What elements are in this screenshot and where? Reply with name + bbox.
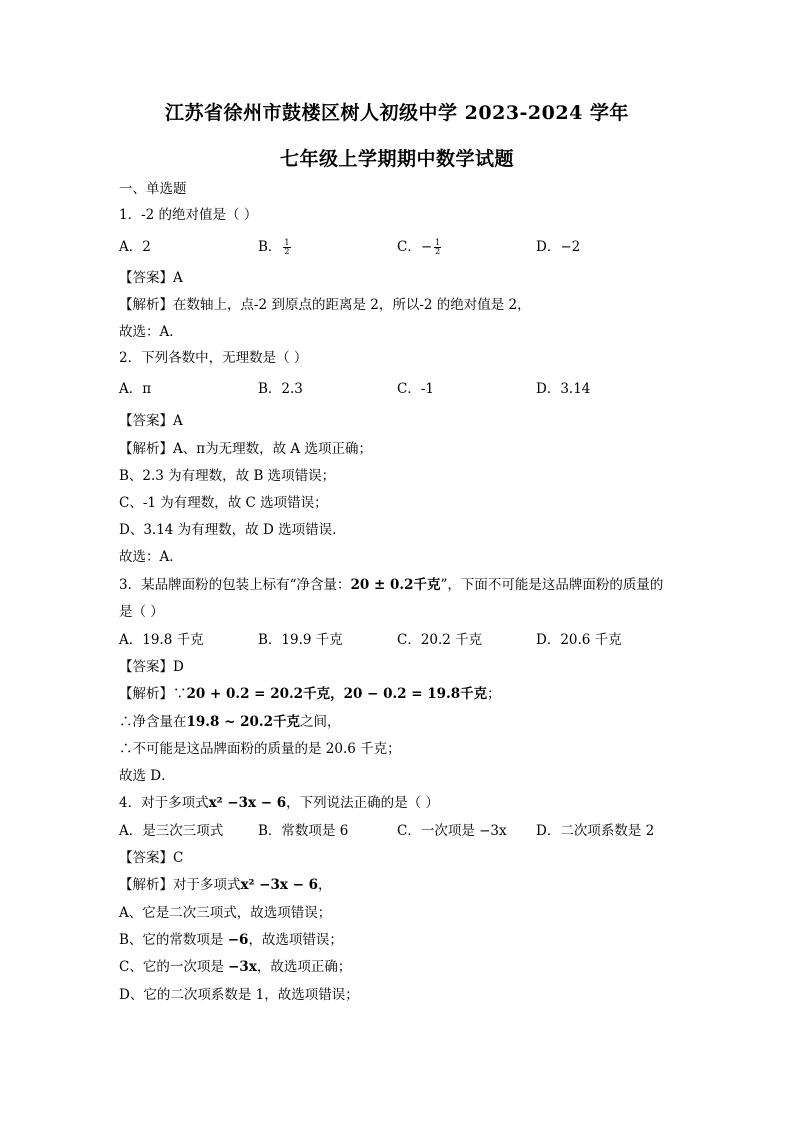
question-1-answer: 【答案】A bbox=[119, 270, 183, 286]
question-3-analysis-2 bbox=[119, 712, 340, 732]
analysis-prefix: B、它的常数项是 bbox=[119, 932, 228, 948]
question-1-stem: 1．-2 的绝对值是（ ） bbox=[119, 207, 258, 223]
fraction-numerator: 1 bbox=[284, 238, 290, 247]
net-weight-expression: 20 ± 0.2千克 bbox=[350, 577, 441, 593]
section-heading: 一、单选题 bbox=[119, 181, 187, 197]
question-1-option-a: A．2 bbox=[119, 239, 151, 255]
question-1-conclusion: 故选：A． bbox=[119, 324, 183, 340]
question-2-answer: 【答案】A bbox=[119, 413, 183, 429]
question-4-analysis-4 bbox=[119, 957, 351, 977]
question-3-stem-line-1 bbox=[119, 575, 663, 595]
fraction-one-half bbox=[283, 239, 290, 256]
question-4-analysis-2: A、它是二次三项式，故选项错误； bbox=[119, 905, 332, 921]
question-4-option-a: A．是三次三项式 bbox=[119, 823, 224, 839]
question-4-option-c bbox=[397, 821, 507, 841]
question-4-options bbox=[119, 821, 679, 841]
question-2-options bbox=[119, 379, 679, 399]
question-3-option-a: A．19.8 千克 bbox=[119, 632, 204, 648]
question-4-analysis-5: D、它的二次项系数是 1，故选项错误； bbox=[119, 987, 359, 1003]
question-2-option-d: D．3.14 bbox=[536, 381, 591, 397]
question-2-analysis-3: C、-1 为有理数，故 C 选项错误； bbox=[119, 495, 328, 511]
analysis-suffix: 之间， bbox=[299, 714, 341, 730]
polynomial-expression: x² −3x − 6 bbox=[240, 877, 319, 893]
question-4-option-b: B．常数项是 6 bbox=[258, 823, 349, 839]
constant-term-expression: −6 bbox=[227, 932, 249, 948]
question-4-analysis-1 bbox=[119, 875, 332, 895]
fraction-denominator: 2 bbox=[435, 247, 441, 256]
question-3-option-b: B．19.9 千克 bbox=[258, 632, 343, 648]
fraction-numerator: 1 bbox=[435, 238, 441, 247]
question-3-options bbox=[119, 630, 679, 650]
question-1-options bbox=[119, 237, 679, 257]
question-2-option-b: B．2.3 bbox=[258, 381, 303, 397]
option-expression: −3x bbox=[479, 823, 507, 839]
question-3-conclusion: 故选 D． bbox=[119, 768, 175, 784]
exam-title-line-2: 七年级上学期期中数学试题 bbox=[279, 148, 514, 170]
analysis-suffix: ，故选项正确； bbox=[256, 959, 352, 975]
question-2-analysis-4: D、3.14 为有理数，故 D 选项错误． bbox=[119, 522, 346, 538]
question-3-answer: 【答案】D bbox=[119, 659, 184, 675]
stem-text: ”，下面不可能是这品牌面粉的质量的 bbox=[440, 577, 664, 593]
question-2-conclusion: 故选：A． bbox=[119, 549, 183, 565]
analysis-prefix: 【解析】对于多项式 bbox=[119, 877, 241, 893]
analysis-suffix: ，故选项错误； bbox=[248, 932, 343, 948]
calculation-expression: 20 + 0.2 = 20.2千克，20 − 0.2 = 19.8千克 bbox=[186, 686, 488, 702]
analysis-prefix: 【解析】∵ bbox=[119, 686, 187, 702]
question-1-option-b bbox=[258, 237, 291, 257]
question-2-option-c: C．-1 bbox=[397, 381, 434, 397]
fraction-denominator: 2 bbox=[284, 247, 290, 256]
question-2-analysis-1: 【解析】A、π为无理数，故 A 选项正确； bbox=[119, 441, 372, 457]
question-3-analysis-1 bbox=[119, 684, 501, 704]
question-3-option-d: D．20.6 千克 bbox=[536, 632, 622, 648]
polynomial-expression: x² −3x − 6 bbox=[208, 795, 287, 811]
range-expression: 19.8 ~ 20.2千克 bbox=[186, 714, 300, 730]
option-b-label: B． bbox=[258, 239, 282, 255]
linear-term-expression: −3x bbox=[228, 959, 257, 975]
question-3-stem-line-2: 是（ ） bbox=[119, 604, 164, 620]
question-4-stem bbox=[119, 793, 439, 813]
question-4-analysis-3 bbox=[119, 930, 343, 950]
exam-title-line-1: 江苏省徐州市鼓楼区树人初级中学 2023-2024 学年 bbox=[165, 102, 629, 124]
question-2-analysis-2: B、2.3 为有理数，故 B 选项错误； bbox=[119, 468, 336, 484]
option-text: C．一次项是 bbox=[397, 823, 480, 839]
stem-text: 3．某品牌面粉的包装上标有“净含量： bbox=[119, 577, 351, 593]
analysis-suffix: ， bbox=[318, 877, 332, 893]
analysis-prefix: ∴净含量在 bbox=[119, 714, 187, 730]
question-1-option-d: D．−2 bbox=[536, 239, 581, 255]
question-4-answer: 【答案】C bbox=[119, 850, 184, 866]
analysis-suffix: ； bbox=[487, 686, 501, 702]
analysis-prefix: C、它的一次项是 bbox=[119, 959, 229, 975]
question-3-option-c: C．20.2 千克 bbox=[397, 632, 483, 648]
fraction-one-half bbox=[434, 239, 441, 256]
stem-text: ，下列说法正确的是（ ） bbox=[286, 795, 439, 811]
question-1-analysis: 【解析】在数轴上，点-2 到原点的距离是 2，所以-2 的绝对值是 2， bbox=[119, 297, 531, 313]
question-3-analysis-3: ∴不可能是这品牌面粉的质量的是 20.6 千克； bbox=[119, 741, 401, 757]
question-1-option-c bbox=[397, 237, 441, 257]
question-2-stem: 2．下列各数中，无理数是（ ） bbox=[119, 350, 308, 366]
stem-text: 4．对于多项式 bbox=[119, 795, 209, 811]
option-c-label: C．− bbox=[397, 239, 433, 255]
question-4-option-d: D．二次项系数是 2 bbox=[536, 823, 655, 839]
question-2-option-a: A．π bbox=[119, 381, 152, 397]
